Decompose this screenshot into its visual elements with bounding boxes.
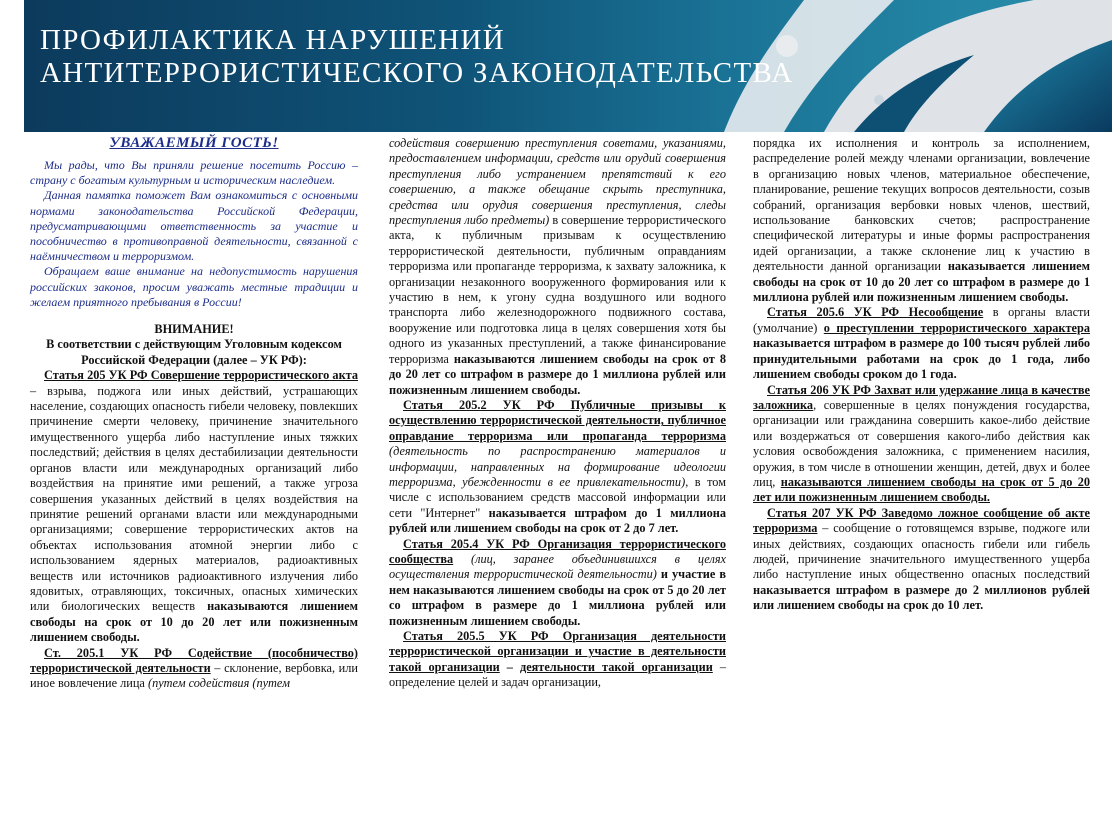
article-205-2-italic: (деятельность по распространению материалов и информации, направленных на формирование идеологии терроризма, убежденности в ее привлекательности)	[389, 444, 726, 489]
article-205-4-heading: Статья 205.4 УК РФ Организация террористического сообщества	[389, 536, 726, 566]
article-207	[753, 506, 1090, 614]
attention-title: ВНИМАНИЕ!	[154, 322, 234, 337]
article-205-5-body-part1: – определение целей и задач организации,	[389, 659, 726, 690]
article-205-2-heading: Статья 205.2 УК РФ Публичные призывы к осуществлению террористической деятельности, публичное оправдание терроризма или пропаганда терроризма	[389, 397, 726, 443]
article-205-penalty: наказываются лишением свободы на срок от 10 до 20 лет или пожизненным лишением свободы.	[30, 599, 358, 645]
article-205	[30, 368, 358, 645]
article-205-6-heading: Статья 205.6 УК РФ Несообщение	[767, 305, 984, 320]
article-206-body: , совершенные в целях понуждения государства, организации или гражданина совершить какое-либо действие или воздержаться от совершения какого-либо действия как условия освобождения заложника, с применением насилия, оружия, в том числе в отношении женщин, детей, двух и более лиц,	[753, 397, 1090, 489]
column-2	[389, 136, 726, 691]
article-205-1	[30, 646, 358, 692]
article-207-heading: Статья 207 УК РФ Заведомо ложное сообщение об акте терроризма	[753, 505, 1090, 536]
article-205-1-heading: Ст. 205.1 УК РФ Содействие (пособничество) террористической деятельности	[30, 645, 358, 675]
article-205-4-italic: (лиц, заранее объединившихся в целях осуществления террористической деятельности)	[389, 551, 726, 582]
page-title	[40, 24, 794, 90]
article-205-1-continued	[389, 136, 726, 398]
article-205-4-penalty: и участие в нем наказываются лишением свободы на срок от 5 до 20 лет со штрафом в размере до 1 миллиона рублей или пожизненным лишением свободы.	[389, 567, 726, 628]
header-banner	[24, 0, 1112, 132]
greeting-paragraph-3: Обращаем ваше внимание на недопустимость нарушения российских законов, просим уважать местные традиции и желаем приятного пребывания в России!	[30, 264, 358, 309]
article-205-body: – взрыва, поджога или иных действий, устрашающих население, создающих опасность гибели человеку, повлекших причинение смерти человеку, причинение значительного имущественного ущерба либо наступление иных тяжких последствий; действия в целях дестабилизации деятельности органов власти или международных организаций либо воздействия на принятие ими решений, а также угроза совершения указанных действий в целях воздействия на принятие решений органами власти или международными организациями; совершение террористических актов на объектах использования атомной энергии либо с использованием ядерных материалов, радиоактивных веществ или источников радиоактивного излучения либо ядовитых, отравляющих, токсичных, опасных химических или биологических веществ	[30, 383, 358, 614]
article-205-5-penalty: наказывается лишением свободы на срок от 10 до 20 лет со штрафом в размере до 1 миллиона рублей или пожизненным лишением свободы.	[753, 259, 1090, 305]
article-205-2-body: , в том числе с использованием средств массовой информации или сети "Интернет"	[389, 474, 727, 520]
article-207-penalty: наказывается штрафом в размере до 2 миллионов рублей или лишением свободы на срок до 10 лет.	[753, 582, 1090, 613]
article-205-6-heading-2: о преступлении террористического характера	[823, 320, 1091, 335]
article-205-1-italic: (путем содействия (путем	[147, 676, 290, 691]
article-205-2-penalty: наказывается штрафом до 1 миллиона рублей или лишением свободы на срок от 2 до 7 лет.	[389, 505, 726, 536]
article-205-5-heading: Статья 205.5 УК РФ Организация деятельности террористической организации и участие в деятельности такой организации	[389, 629, 726, 674]
article-205-5-body-2: порядка их исполнения и контроль за исполнением, распределение ролей между членами организации, вовлечение в организацию новых членов, материальное обеспечение, планирование, решение текущих вопросов деятельности, созыв собраний, организация вербовки новых членов, шествий, использование банковских счетов; распространение специфической литературы и иные формы распространения идей организации, а также склонение лиц к участию в деятельности данной организации	[753, 136, 1090, 274]
column-3	[753, 136, 1090, 614]
article-205-1-italic-cont: содействия совершению преступления советами, указаниями, предоставлением информации, средств или орудий совершения преступления либо устранением препятствий к его совершению, а также обещание скрыть преступника, средства или орудия совершения преступления, следы преступления либо предметы)	[389, 136, 726, 228]
article-205-5-heading-2: деятельности такой организации	[519, 659, 713, 674]
greeting-block	[30, 134, 358, 310]
article-205-1-body-2: в совершение террористического акта, к публичным призывам к осуществлению террористической деятельности, публичным оправданиям терроризма или пропаганде терроризма, к захвату заложника, к организации незаконного вооруженного формирования или к участию в нем, к угону судна воздушного или водного транспорта либо железнодорожного подвижного состава, вооружение или подготовка лица в целях совершения хотя бы одного из указанных преступлений, а также финансирование терроризма	[389, 213, 727, 366]
article-205-2	[389, 398, 726, 537]
attention-block	[30, 322, 358, 368]
article-205-5-dash: –	[499, 659, 520, 674]
article-205-6-penalty: наказывается штрафом в размере до 100 тысяч рублей либо принудительными работами на срок до 1 года, либо лишением свободы сроком до 1 года.	[753, 336, 1090, 382]
article-207-body: – сообщение о готовящемся взрыве, поджоге или иных действиях, создающих опасность гибели или гибель людей, причинение значительного имущественного ущерба либо наступление иных общественно опасных последствий	[753, 521, 1090, 582]
title-line-2: АНТИТЕРРОРИСТИЧЕСКОГО ЗАКОНОДАТЕЛЬСТВА	[40, 57, 794, 89]
article-205-heading: Статья 205 УК РФ Совершение террористического акта	[44, 368, 358, 383]
greeting-title: УВАЖАЕМЫЙ ГОСТЬ!	[109, 135, 279, 151]
article-206	[753, 383, 1090, 506]
article-205-4	[389, 537, 726, 629]
article-205-1-penalty: наказываются лишением свободы на срок от 8 до 20 лет со штрафом в размере до 1 миллиона рублей или пожизненным лишением свободы.	[389, 351, 726, 397]
article-205-1-body: – склонение, вербовка, или иное вовлечение лица	[30, 660, 358, 691]
column-1	[30, 134, 358, 692]
greeting-paragraph-1: Мы рады, что Вы приняли решение посетить Россию – страну с богатым культурным и историческим наследием.	[30, 158, 358, 188]
greeting-paragraph-2: Данная памятка поможет Вам ознакомиться с основными нормами законодательства Российской Федерации, предусматривающими ответственность за участие и пособничество в противоправной деятельности, связанной с наёмничеством и терроризмом.	[30, 188, 358, 264]
article-205-6-body: в органы власти (умолчание)	[753, 305, 1090, 335]
attention-text: В соответствии с действующим Уголовным кодексом Российской Федерации (далее – УК РФ):	[46, 337, 342, 367]
article-205-5-continued	[753, 136, 1090, 305]
article-205-6	[753, 305, 1090, 382]
article-206-heading: Статья 206 УК РФ Захват или удержание лица в качестве заложника	[753, 382, 1090, 412]
article-206-penalty: наказываются лишением свободы на срок от 5 до 20 лет или пожизненным лишением свободы.	[753, 474, 1090, 505]
article-205-5	[389, 629, 726, 691]
title-line-1: ПРОФИЛАКТИКА НАРУШЕНИЙ	[40, 24, 505, 56]
